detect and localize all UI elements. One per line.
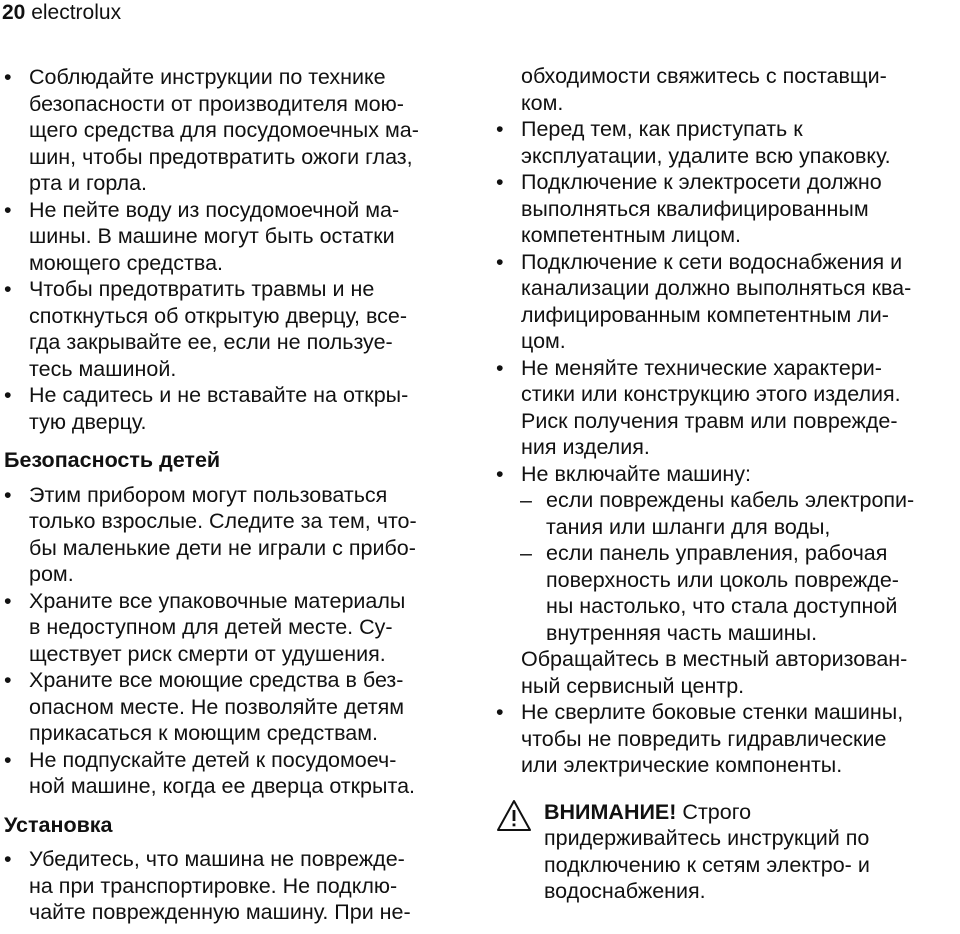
brand-name: electrolux	[31, 1, 122, 24]
item-text: тания или шланги для воды,	[546, 514, 831, 539]
item-text: на при транспортировке. Не подклю-	[29, 873, 398, 898]
bullet-item	[4, 667, 474, 694]
bullet-icon: •	[4, 383, 12, 407]
item-text: прикасаться к моющим средствам.	[29, 721, 379, 745]
item-text: Подключение к сети водоснабжения и	[521, 249, 903, 274]
item-text: чтобы не повредить гидравлические	[521, 726, 887, 751]
item-text: выполняться квалифицированным	[521, 196, 869, 221]
list-item-continuation	[4, 694, 474, 721]
warning-line: водоснабжения.	[544, 879, 706, 903]
list-item-continuation	[4, 561, 474, 588]
bullet-icon: •	[4, 197, 12, 222]
bullet-icon: •	[496, 355, 504, 380]
bullet-item	[496, 169, 960, 196]
bullet-icon: •	[4, 65, 12, 89]
bullet-icon: •	[496, 249, 504, 274]
item-text: канализации должно выполняться ква-	[521, 276, 912, 300]
item-text: опасном месте. Не позволяйте детям	[29, 694, 405, 719]
bullet-icon: •	[4, 482, 12, 507]
list-item-continuation	[496, 726, 960, 753]
list-item-continuation	[4, 773, 474, 800]
list-item-continuation	[496, 90, 960, 117]
list-item-continuation	[496, 646, 960, 673]
bullet-item	[496, 355, 960, 382]
item-text: ной машине, когда ее дверца открыта.	[29, 774, 416, 798]
warning-line	[544, 799, 960, 826]
installation-list-continued	[496, 63, 960, 779]
bullet-icon: •	[4, 588, 12, 613]
bullet-item	[4, 846, 474, 873]
item-text: Не садитесь и не вставайте на откры-	[29, 383, 409, 407]
item-text: шин, чтобы предотвратить ожоги глаз,	[29, 144, 413, 169]
right-column	[496, 63, 960, 905]
list-item-continuation	[496, 434, 960, 461]
item-text: если повреждены кабель электропи-	[546, 488, 915, 512]
list-item-continuation	[4, 508, 474, 535]
warning-line: подключению к сетям электро- и	[544, 852, 870, 877]
item-text: ния изделия.	[521, 435, 650, 459]
item-text: Не подпускайте детей к посудомоеч-	[29, 747, 397, 772]
item-text: только взрослые. Следите за тем, что-	[29, 509, 417, 533]
list-item-continuation	[496, 302, 960, 329]
item-text: моющего средства.	[29, 250, 224, 275]
bullet-item	[496, 249, 960, 276]
children-safety-list	[4, 482, 474, 800]
list-item-continuation	[496, 196, 960, 223]
item-text: Риск получения травм или поврежде-	[521, 408, 898, 433]
list-item-continuation	[496, 275, 960, 302]
bullet-item	[4, 382, 474, 409]
list-item-continuation	[4, 899, 474, 926]
warning-triangle-icon	[496, 799, 532, 833]
item-text: тую дверцу.	[29, 409, 147, 434]
bullet-item	[4, 64, 474, 91]
list-item-continuation	[4, 641, 474, 668]
list-item-continuation	[4, 614, 474, 641]
bullet-item	[4, 482, 474, 509]
bullet-icon: •	[4, 747, 12, 772]
item-text: Соблюдайте инструкции по технике	[29, 65, 386, 89]
warning-text-start: Строго	[676, 799, 752, 824]
bullet-icon: •	[496, 461, 504, 486]
item-text: Храните все упаковочные материалы	[29, 588, 406, 613]
bullet-icon: •	[496, 170, 504, 194]
item-text: компетентным лицом.	[521, 223, 741, 247]
bullet-item	[4, 197, 474, 224]
list-item-continuation	[4, 170, 474, 197]
item-text: в недоступном для детей месте. Су-	[29, 615, 393, 639]
item-text: щего средства для посудомоечных ма-	[29, 118, 419, 142]
item-text: эксплуатации, удалите всю упаковку.	[521, 143, 891, 168]
bullet-icon: •	[496, 117, 504, 141]
dash-item-continuation	[496, 593, 960, 620]
item-text: ществует риск смерти от удушения.	[29, 641, 386, 666]
item-text: цом.	[521, 329, 566, 353]
list-item-continuation	[4, 303, 474, 330]
dash-icon: –	[520, 541, 532, 565]
item-text: ный сервисный центр.	[521, 673, 745, 698]
section-heading-children: Безопасность детей	[4, 448, 221, 472]
bullet-item	[4, 747, 474, 774]
dash-item	[496, 487, 960, 514]
list-item-continuation	[4, 720, 474, 747]
list-item-continuation	[4, 144, 474, 171]
page-number: 20	[2, 1, 26, 24]
item-text: Не включайте машину:	[521, 461, 752, 486]
list-item-continuation	[4, 91, 474, 118]
list-item-continuation	[496, 752, 960, 779]
bullet-icon: •	[4, 277, 12, 301]
list-item-continuation	[4, 535, 474, 562]
bullet-item	[496, 116, 960, 143]
item-text: Не меняйте технические характери-	[521, 355, 882, 380]
item-text: стики или конструкцию этого изделия.	[521, 382, 901, 406]
item-text: обходимости свяжитесь с поставщи-	[521, 64, 887, 88]
bullet-icon: •	[496, 700, 504, 724]
item-text: Обращайтесь в местный авторизован-	[521, 647, 908, 671]
item-text: безопасности от производителя мою-	[29, 91, 404, 116]
dash-item-continuation	[496, 514, 960, 541]
bullet-item	[4, 588, 474, 615]
safety-list	[4, 64, 474, 435]
list-item-continuation	[4, 329, 474, 356]
item-text: Убедитесь, что машина не поврежде-	[29, 847, 405, 871]
item-text: шины. В машине могут быть остатки	[29, 224, 395, 248]
left-column	[4, 64, 474, 926]
installation-list	[4, 846, 474, 926]
item-text: Перед тем, как приступать к	[521, 117, 803, 141]
warning-box	[496, 799, 960, 905]
list-item-continuation	[4, 223, 474, 250]
bullet-item	[4, 276, 474, 303]
item-text: ны настолько, что стала доступной	[546, 594, 898, 618]
list-item-continuation	[496, 328, 960, 355]
item-text: Этим прибором могут пользоваться	[29, 482, 388, 507]
list-item-continuation	[4, 409, 474, 436]
list-item-continuation	[4, 356, 474, 383]
bullet-item	[496, 699, 960, 726]
item-text: рта и горла.	[29, 171, 148, 195]
item-text: Не пейте воду из посудомоечной ма-	[29, 197, 400, 222]
dash-icon: –	[520, 488, 532, 512]
list-item-continuation	[496, 222, 960, 249]
item-text: чайте поврежденную машину. При не-	[29, 900, 411, 924]
item-text: Чтобы предотвратить травмы и не	[29, 277, 375, 301]
list-item-continuation	[4, 873, 474, 900]
list-item-continuation	[496, 143, 960, 170]
bullet-item	[496, 461, 960, 488]
list-item-continuation	[496, 381, 960, 408]
item-text: внутренняя часть машины.	[546, 620, 818, 645]
warning-title: ВНИМАНИЕ!	[544, 799, 677, 824]
item-text: споткнуться об открытую дверцу, все-	[29, 303, 408, 328]
dash-item-continuation	[496, 567, 960, 594]
page-header	[2, 0, 121, 26]
item-text: или электрические компоненты.	[521, 753, 843, 777]
bullet-icon: •	[4, 847, 12, 871]
item-text: ком.	[521, 90, 564, 115]
item-text: поверхность или цоколь поврежде-	[546, 567, 899, 592]
item-text: лифицированным компетентным ли-	[521, 302, 889, 327]
dash-item-continuation	[496, 620, 960, 647]
dash-item	[496, 540, 960, 567]
item-text: если панель управления, рабочая	[546, 541, 888, 565]
list-item-continuation	[4, 117, 474, 144]
list-item-continuation	[496, 673, 960, 700]
section-heading-installation: Установка	[4, 812, 113, 837]
item-text: гда закрывайте ее, если не пользуе-	[29, 330, 393, 354]
bullet-icon: •	[4, 668, 12, 692]
item-text: бы маленькие дети не играли с прибо-	[29, 535, 416, 560]
item-text: тесь машиной.	[29, 356, 177, 381]
item-text: Не сверлите боковые стенки машины,	[521, 700, 904, 724]
item-text: Подключение к электросети должно	[521, 170, 882, 194]
warning-line: придерживайтесь инструкций по	[544, 826, 870, 850]
list-item-continuation	[4, 250, 474, 277]
list-item-continuation	[496, 408, 960, 435]
list-item-continuation	[496, 63, 960, 90]
item-text: Храните все моющие средства в без-	[29, 668, 404, 692]
item-text: ром.	[29, 562, 74, 586]
